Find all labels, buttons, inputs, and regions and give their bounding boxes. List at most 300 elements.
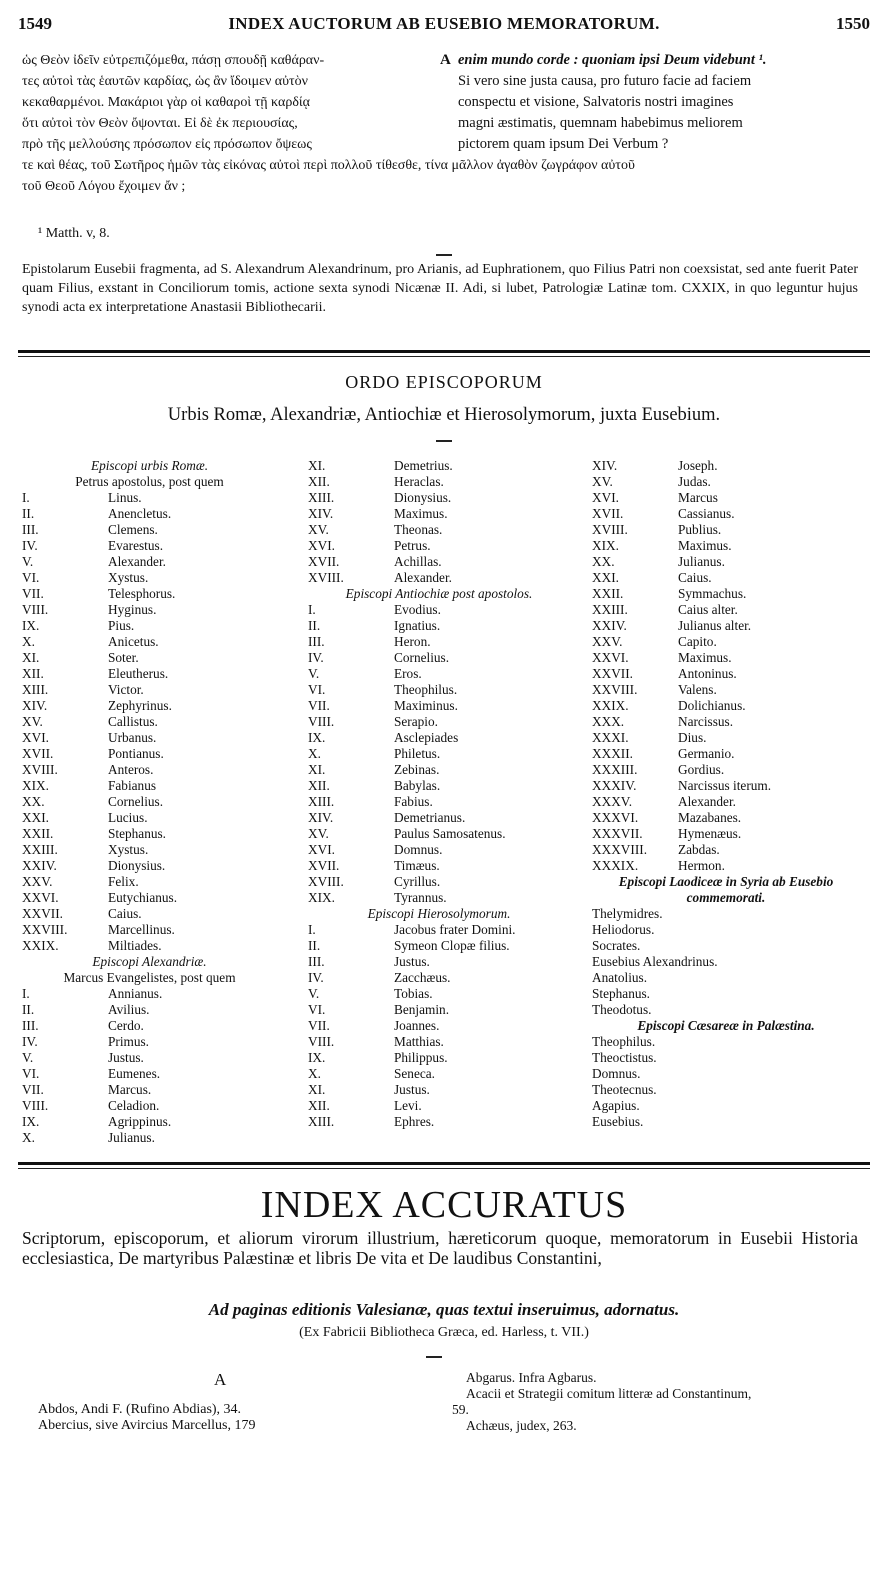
list-item xyxy=(308,1082,570,1098)
list-item xyxy=(22,922,277,938)
list-item xyxy=(592,554,860,570)
list-item xyxy=(308,1050,570,1066)
item-numeral: XXXIV. xyxy=(592,778,637,793)
item-name: Maximinus. xyxy=(394,698,458,713)
item-numeral: XXI. xyxy=(22,810,49,825)
list-item xyxy=(592,826,860,842)
item-name: Urbanus. xyxy=(108,730,157,745)
item-numeral: IV. xyxy=(308,970,324,985)
list-item xyxy=(308,762,570,778)
list-item: Theoctistus. xyxy=(592,1050,657,1065)
ordo-subtitle: Urbis Romæ, Alexandriæ, Antiochiæ et Hierosolymorum, juxta Eusebium. xyxy=(167,405,721,425)
item-name: Xystus. xyxy=(108,570,149,585)
item-name: Domnus. xyxy=(394,842,443,857)
item-name: Justus. xyxy=(394,954,430,969)
item-name: Eutychianus. xyxy=(108,890,178,905)
item-numeral: VIII. xyxy=(308,1034,335,1049)
list-item xyxy=(308,554,570,570)
index-entry: Abdos, Andi F. (Rufino Abdias), 34. xyxy=(38,1402,242,1417)
item-numeral: XV. xyxy=(592,474,613,489)
item-numeral: II. xyxy=(308,938,321,953)
list-item xyxy=(22,890,277,906)
list-item xyxy=(308,938,570,954)
item-name: Serapio. xyxy=(394,714,438,729)
item-name: Valens. xyxy=(678,682,717,697)
item-numeral: III. xyxy=(22,522,39,537)
item-numeral: XXII. xyxy=(22,826,54,841)
item-numeral: II. xyxy=(308,618,321,633)
antioch-list xyxy=(308,602,570,906)
item-numeral: IX. xyxy=(308,1050,326,1065)
list-item xyxy=(592,522,860,538)
item-name: Ignatius. xyxy=(394,618,441,633)
item-name: Joseph. xyxy=(678,458,718,473)
list-item xyxy=(22,762,277,778)
item-numeral: VII. xyxy=(22,1082,44,1097)
item-name: Julianus alter. xyxy=(678,618,752,633)
item-numeral: XXII. xyxy=(592,586,624,601)
left-page-number: 1549 xyxy=(18,14,52,33)
list-item: Stephanus. xyxy=(592,986,650,1001)
item-name: Dius. xyxy=(678,730,707,745)
index-entry: Abercius, sive Avircius Marcellus, 179 xyxy=(38,1418,256,1433)
list-item xyxy=(308,1098,570,1114)
index-subtitle: Scriptorum, episcoporum, et aliorum virorum illustrium, hæreticorum quoque, memoratorum in Eusebii Historia ecclesiastica, De martyribus Palæstinæ et libris De vita et De laudibus Constantini, xyxy=(22,1228,858,1268)
item-name: Ephres. xyxy=(394,1114,435,1129)
item-name: Justus. xyxy=(394,1082,430,1097)
item-numeral: IV. xyxy=(308,650,324,665)
list-item xyxy=(308,458,570,474)
item-numeral: XXIV. xyxy=(592,618,627,633)
list-item xyxy=(22,490,277,506)
item-numeral: XV. xyxy=(308,522,329,537)
item-name: Maximus. xyxy=(678,538,732,553)
item-name: Callistus. xyxy=(108,714,158,729)
item-name: Publius. xyxy=(678,522,722,537)
list-item xyxy=(592,858,860,874)
item-name: Germanio. xyxy=(678,746,735,761)
section-rule xyxy=(18,1162,870,1165)
list-item xyxy=(22,906,277,922)
bishops-column-3 xyxy=(592,458,860,1130)
separator-dash xyxy=(436,440,452,442)
index-entry: Achæus, judex, 263. xyxy=(466,1418,577,1433)
item-name: Marcellinus. xyxy=(108,922,175,937)
index-entries-left xyxy=(38,1402,255,1434)
index-entry: Abgarus. Infra Agbarus. xyxy=(466,1370,597,1385)
item-name: Annianus. xyxy=(108,986,163,1001)
item-numeral: XVI. xyxy=(22,730,49,745)
item-numeral: XXXVI. xyxy=(592,810,639,825)
list-item xyxy=(308,746,570,762)
list-item: Socrates. xyxy=(592,938,641,953)
list-item xyxy=(22,570,277,586)
list-item xyxy=(22,746,277,762)
greek-line: τες αὐτοὶ τὰς ἑαυτῶν καρδίας, ὡς ἂν ἴδοιμεν αὐτὸν xyxy=(22,74,309,89)
item-numeral: XIV. xyxy=(308,506,334,521)
list-item xyxy=(308,682,570,698)
item-name: Zacchæus. xyxy=(394,970,451,985)
item-numeral: XI. xyxy=(308,458,326,473)
item-name: Justus. xyxy=(108,1050,144,1065)
bishops-column-2 xyxy=(308,458,570,1130)
list-item xyxy=(22,1082,277,1098)
list-item xyxy=(592,698,860,714)
list-item xyxy=(22,1034,277,1050)
greek-span-line: τε καὶ θέας, τοῦ Σωτῆρος ἡμῶν τὰς εἰκόνας αὐτοὶ περὶ πολλοῦ τίθεσθε, τίνα μᾶλλον ἀγαθὸν ζωγράφον αὐτοῦ xyxy=(22,158,635,173)
list-item xyxy=(22,842,277,858)
item-numeral: XIII. xyxy=(308,794,335,809)
item-numeral: VI. xyxy=(22,570,40,585)
list-item xyxy=(592,602,860,618)
list-item xyxy=(592,634,860,650)
list-item xyxy=(592,650,860,666)
list-item: Theophilus. xyxy=(592,1034,656,1049)
list-item xyxy=(592,746,860,762)
latin-line: enim mundo corde : quoniam ipsi Deum videbunt ¹. xyxy=(458,52,767,68)
list-item xyxy=(308,954,570,970)
item-numeral: XVII. xyxy=(592,506,624,521)
item-name: Primus. xyxy=(108,1034,150,1049)
item-name: Julianus. xyxy=(108,1130,155,1145)
list-item xyxy=(22,938,277,954)
list-item xyxy=(308,970,570,986)
item-name: Babylas. xyxy=(394,778,441,793)
list-item xyxy=(22,634,277,650)
latin-line: pictorem quam ipsum Dei Verbum ? xyxy=(458,136,669,152)
greek-line: πρὸ τῆς μελλούσης πρόσωπον εἰς πρόσωπον ὄψεως xyxy=(22,137,312,152)
list-item xyxy=(308,506,570,522)
item-numeral: VI. xyxy=(308,1002,326,1017)
list-item: Domnus. xyxy=(592,1066,641,1081)
item-numeral: XIV. xyxy=(308,810,334,825)
item-name: Narcissus. xyxy=(678,714,734,729)
item-name: Eros. xyxy=(394,666,422,681)
item-name: Julianus. xyxy=(678,554,725,569)
item-numeral: XV. xyxy=(22,714,43,729)
list-heading: Episcopi Hierosolymorum. xyxy=(367,906,511,921)
item-name: Petrus. xyxy=(394,538,431,553)
bishops-column-1 xyxy=(22,458,277,1146)
list-item xyxy=(308,538,570,554)
item-name: Capito. xyxy=(678,634,717,649)
greek-line: ὡς Θεὸν ἰδεῖν εὐτρεπιζόμεθα, πάσῃ σπουδῇ καθάραν- xyxy=(22,53,325,68)
item-name: Zephyrinus. xyxy=(108,698,172,713)
index-title: INDEX ACCURATUS xyxy=(260,1184,628,1226)
item-name: Heraclas. xyxy=(394,474,444,489)
list-heading: Episcopi urbis Romæ. xyxy=(90,458,209,473)
item-name: Telesphorus. xyxy=(108,586,176,601)
item-numeral: XX. xyxy=(22,794,45,809)
list-item xyxy=(308,602,570,618)
item-numeral: VII. xyxy=(308,698,330,713)
item-name: Cerdo. xyxy=(108,1018,144,1033)
list-item xyxy=(592,714,860,730)
caesarea-list xyxy=(592,1034,860,1130)
list-item xyxy=(308,1018,570,1034)
item-numeral: XXIX. xyxy=(22,938,59,953)
item-name: Zebinas. xyxy=(394,762,440,777)
latin-column xyxy=(458,50,856,155)
item-numeral: X. xyxy=(308,746,321,761)
list-item xyxy=(592,810,860,826)
item-name: Judas. xyxy=(678,474,711,489)
list-item xyxy=(308,842,570,858)
item-name: Benjamin. xyxy=(394,1002,450,1017)
item-name: Caius alter. xyxy=(678,602,738,617)
item-name: Theophilus. xyxy=(394,682,458,697)
item-numeral: XIII. xyxy=(308,1114,335,1129)
list-item xyxy=(22,778,277,794)
item-numeral: XXXIX. xyxy=(592,858,639,873)
list-heading: Episcopi Cæsareæ in Palæstina. xyxy=(637,1018,815,1033)
list-item xyxy=(592,682,860,698)
list-item xyxy=(22,1130,277,1146)
item-name: Linus. xyxy=(108,490,142,505)
item-name: Marcus xyxy=(678,490,718,505)
index-letter: A xyxy=(214,1370,227,1389)
list-item xyxy=(308,890,570,906)
list-item xyxy=(308,522,570,538)
item-numeral: V. xyxy=(308,666,320,681)
list-item xyxy=(22,666,277,682)
item-numeral: III. xyxy=(22,1018,39,1033)
list-preamble: Marcus Evangelistes, post quem xyxy=(63,970,236,985)
list-item xyxy=(22,986,277,1002)
list-item xyxy=(22,1018,277,1034)
running-header xyxy=(18,14,870,38)
list-item xyxy=(308,1002,570,1018)
item-name: Marcus. xyxy=(108,1082,152,1097)
item-name: Antoninus. xyxy=(678,666,737,681)
index-ad-line: Ad paginas editionis Valesianæ, quas textui inseruimus, adornatus. xyxy=(208,1300,680,1319)
item-name: Alexander. xyxy=(678,794,736,809)
item-numeral: VIII. xyxy=(22,1098,49,1113)
item-name: Hyginus. xyxy=(108,602,157,617)
list-item xyxy=(592,474,860,490)
list-item xyxy=(22,650,277,666)
item-name: Seneca. xyxy=(394,1066,435,1081)
item-name: Timæus. xyxy=(394,858,440,873)
item-numeral: XIII. xyxy=(22,682,49,697)
list-item xyxy=(308,618,570,634)
item-numeral: I. xyxy=(22,986,30,1001)
list-item xyxy=(22,794,277,810)
list-item: Anatolius. xyxy=(592,970,648,985)
item-numeral: XVIII. xyxy=(308,570,344,585)
greek-line: ὅτι αὐτοὶ τὸν Θεὸν ὄψονται. Εἰ δὲ ἐκ περιουσίας, xyxy=(22,116,298,131)
list-heading: Episcopi Alexandriæ. xyxy=(92,954,207,969)
item-name: Caius. xyxy=(108,906,142,921)
item-name: Caius. xyxy=(678,570,712,585)
greek-line: κεκαθαρμένοι. Μακάριοι γὰρ οἱ καθαροὶ τῇ καρδίᾳ xyxy=(22,95,311,110)
item-numeral: XXIV. xyxy=(22,858,57,873)
item-numeral: IV. xyxy=(22,538,38,553)
laodicea-list xyxy=(592,906,860,1018)
list-item: Theotecnus. xyxy=(592,1082,657,1097)
item-numeral: XX. xyxy=(592,554,615,569)
list-item xyxy=(22,1114,277,1130)
item-name: Clemens. xyxy=(108,522,158,537)
item-numeral: III. xyxy=(308,634,325,649)
item-name: Eumenes. xyxy=(108,1066,161,1081)
list-item xyxy=(308,922,570,938)
item-numeral: XIX. xyxy=(308,890,335,905)
item-numeral: XXXVIII. xyxy=(592,842,648,857)
list-item: Theodotus. xyxy=(592,1002,652,1017)
item-numeral: XXVII. xyxy=(592,666,633,681)
item-name: Alexander. xyxy=(394,570,452,585)
item-numeral: XXX. xyxy=(592,714,625,729)
item-name: Agrippinus. xyxy=(108,1114,172,1129)
list-item xyxy=(308,1066,570,1082)
greek-span-line: τοῦ Θεοῦ Λόγου ἔχοιμεν ἄν ; xyxy=(22,179,186,194)
item-name: Anencletus. xyxy=(108,506,172,521)
section-rule xyxy=(18,350,870,353)
item-numeral: XII. xyxy=(308,1098,330,1113)
ordo-title: ORDO EPISCOPORUM xyxy=(345,372,543,392)
item-numeral: IX. xyxy=(308,730,326,745)
list-item xyxy=(22,554,277,570)
item-name: Cornelius. xyxy=(108,794,164,809)
item-numeral: VII. xyxy=(308,1018,330,1033)
item-numeral: XXV. xyxy=(22,874,53,889)
item-name: Anteros. xyxy=(108,762,154,777)
item-numeral: VII. xyxy=(22,586,44,601)
item-name: Demetrius. xyxy=(394,458,453,473)
item-name: Gordius. xyxy=(678,762,725,777)
list-item xyxy=(308,714,570,730)
item-numeral: XXVII. xyxy=(22,906,63,921)
item-numeral: XXIX. xyxy=(592,698,629,713)
index-source-line: (Ex Fabricii Bibliotheca Græca, ed. Harless, t. VII.) xyxy=(299,1325,589,1340)
jerusalem-list xyxy=(308,922,570,1130)
item-numeral: V. xyxy=(22,554,34,569)
item-name: Xystus. xyxy=(108,842,149,857)
list-item xyxy=(22,538,277,554)
item-numeral: XXIII. xyxy=(592,602,628,617)
item-numeral: XVI. xyxy=(308,842,335,857)
item-numeral: XV. xyxy=(308,826,329,841)
item-name: Dionysius. xyxy=(394,490,452,505)
item-name: Philippus. xyxy=(394,1050,448,1065)
item-name: Soter. xyxy=(108,650,139,665)
list-item xyxy=(308,794,570,810)
item-numeral: V. xyxy=(22,1050,34,1065)
item-numeral: X. xyxy=(22,1130,35,1145)
item-name: Symmachus. xyxy=(678,586,747,601)
list-item xyxy=(308,1114,570,1130)
item-name: Jacobus frater Domini. xyxy=(394,922,516,937)
item-numeral: XVIII. xyxy=(592,522,628,537)
item-numeral: VIII. xyxy=(22,602,49,617)
list-item xyxy=(22,1066,277,1082)
list-item xyxy=(22,682,277,698)
fragment-paragraph: Epistolarum Eusebii fragmenta, ad S. Alexandrum Alexandrinum, pro Arianis, ad Euphrationem, quo Filius Patri non coexsistat, sed ante fuerit Pater quam Filius, exstant in Conciliorum tomis, actione sexta synodi Nicænæ II. Adi, si lubet, Patrologiæ Latinæ tom. CXXIX, in quo leguntur hujus synodi acta ex interpretatione Anastasii Bibliothecarii. xyxy=(22,262,858,315)
item-numeral: XI. xyxy=(22,650,40,665)
item-name: Symeon Clopæ filius. xyxy=(394,938,510,953)
list-heading: Episcopi Antiochiæ post apostolos. xyxy=(345,586,533,601)
item-numeral: XXVIII. xyxy=(592,682,638,697)
list-item xyxy=(592,762,860,778)
jerusalem-list-cont xyxy=(592,458,860,874)
item-name: Alexander. xyxy=(108,554,166,569)
item-numeral: VI. xyxy=(308,682,326,697)
list-item xyxy=(308,698,570,714)
list-heading: Episcopi Laodiceæ in Syria ab Eusebio commemorati. xyxy=(618,874,834,905)
separator-dash xyxy=(436,254,452,256)
list-item xyxy=(22,618,277,634)
item-numeral: IX. xyxy=(22,618,40,633)
item-numeral: XXIII. xyxy=(22,842,58,857)
item-numeral: X. xyxy=(22,634,35,649)
list-item xyxy=(308,778,570,794)
item-name: Cornelius. xyxy=(394,650,450,665)
item-name: Matthias. xyxy=(394,1034,444,1049)
item-numeral: III. xyxy=(308,954,325,969)
list-item xyxy=(308,874,570,890)
item-name: Heron. xyxy=(394,634,431,649)
list-item xyxy=(592,586,860,602)
item-numeral: XXXIII. xyxy=(592,762,638,777)
item-numeral: XII. xyxy=(308,474,330,489)
item-name: Evodius. xyxy=(394,602,441,617)
item-name: Celadion. xyxy=(108,1098,160,1113)
item-name: Avilius. xyxy=(108,1002,150,1017)
item-numeral: XVII. xyxy=(22,746,54,761)
item-numeral: I. xyxy=(308,602,316,617)
list-item xyxy=(22,1050,277,1066)
list-item xyxy=(22,522,277,538)
list-item xyxy=(308,730,570,746)
item-numeral: XXXVII. xyxy=(592,826,643,841)
latin-line: Si vero sine justa causa, pro futuro facie ad faciem xyxy=(458,73,752,89)
item-numeral: V. xyxy=(308,986,320,1001)
list-item xyxy=(592,778,860,794)
list-item: Eusebius Alexandrinus. xyxy=(592,954,718,969)
item-numeral: VI. xyxy=(22,1066,40,1081)
item-numeral: XIX. xyxy=(22,778,49,793)
list-item: Agapius. xyxy=(592,1098,640,1113)
list-item: Eusebius. xyxy=(592,1114,644,1129)
item-numeral: II. xyxy=(22,506,35,521)
index-entry: 59. xyxy=(452,1402,469,1417)
index-entry: Acacii et Strategii comitum litteræ ad Constantinum, xyxy=(466,1386,752,1401)
item-name: Paulus Samosatenus. xyxy=(394,826,506,841)
list-item xyxy=(592,538,860,554)
list-item xyxy=(592,490,860,506)
list-item xyxy=(22,506,277,522)
item-name: Levi. xyxy=(394,1098,422,1113)
item-numeral: XVII. xyxy=(308,858,340,873)
item-name: Stephanus. xyxy=(108,826,166,841)
item-numeral: XXXI. xyxy=(592,730,629,745)
item-numeral: XI. xyxy=(308,1082,326,1097)
list-item xyxy=(308,986,570,1002)
item-numeral: XIII. xyxy=(308,490,335,505)
item-numeral: XI. xyxy=(308,762,326,777)
item-name: Narcissus iterum. xyxy=(678,778,772,793)
list-item xyxy=(22,1002,277,1018)
alexandria-list xyxy=(22,986,277,1146)
section-rule xyxy=(18,1168,870,1169)
item-numeral: XXXV. xyxy=(592,794,633,809)
item-numeral: XVI. xyxy=(592,490,619,505)
list-item xyxy=(308,650,570,666)
rome-list xyxy=(22,490,277,954)
right-page-number: 1550 xyxy=(836,14,870,33)
item-name: Eleutherus. xyxy=(108,666,169,681)
